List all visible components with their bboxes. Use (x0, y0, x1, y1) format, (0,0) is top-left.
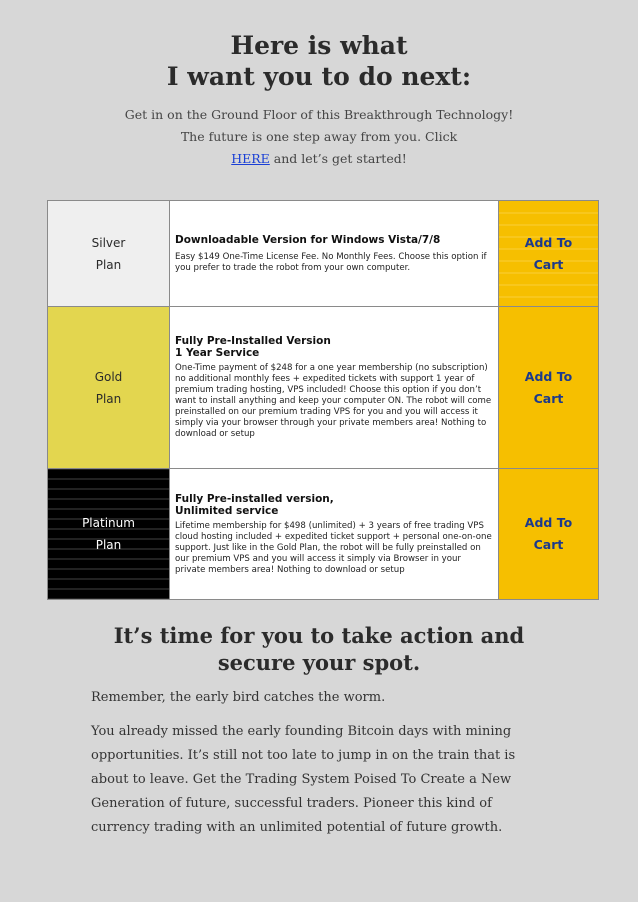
intro-line2: The future is one step away from you. Click (180, 129, 458, 144)
plan-text: Lifetime membership for $498 (unlimited) + 3 years of free trading VPS cloud hosting included + expedited ticket support + personal one-on-one support. Just like in the Gold Plan, the robot will be fully preinstalled on our premium VPS and you will access it simply via Browser in your private members area! Nothing to download or setup (175, 520, 492, 575)
plan-name-line2: Plan (95, 538, 122, 552)
cart-label-line1: Add To (524, 515, 573, 530)
plan-name-gold (48, 307, 170, 469)
action-body (91, 686, 531, 850)
add-to-cart-button-gold[interactable] (499, 307, 599, 469)
plan-description-gold (170, 307, 499, 469)
plan-row-gold (48, 307, 599, 469)
here-link[interactable]: HERE (231, 151, 270, 166)
cart-label-line1: Add To (524, 234, 573, 250)
plan-name-platinum (48, 469, 170, 600)
page-title-line1: Here is what (230, 31, 408, 60)
plan-description-silver (170, 201, 499, 307)
header (0, 30, 638, 170)
plan-text: Easy $149 One-Time License Fee. No Monthly Fees. Choose this option if you prefer to trade the robot from your own computer. (175, 251, 487, 273)
cart-label-line2: Cart (533, 390, 564, 406)
add-to-cart-button-silver[interactable] (499, 201, 599, 307)
action-heading-line1: It’s time for you to take action and (113, 623, 525, 648)
plan-name-silver (48, 201, 170, 307)
page-title-line2: I want you to do next: (166, 62, 472, 91)
paragraph-bitcoin: You already missed the early founding Bitcoin days with mining opportunities. It’s still not too late to jump in on the train that is about to leave. Get the Trading System Poised To Create a New Generation of future, successful traders. Pioneer this kind of currency trading with an unlimited potential of future growth. (91, 724, 516, 835)
action-heading (0, 622, 638, 676)
cart-label-line1: Add To (524, 368, 573, 384)
page-title (0, 30, 638, 92)
plans-table (47, 200, 599, 600)
plan-name-line1: Silver (91, 235, 126, 250)
plan-name-line1: Platinum (82, 516, 135, 530)
intro-text (0, 104, 638, 170)
intro-line1: Get in on the Ground Floor of this Breakthrough Technology! (124, 107, 514, 122)
intro-line3: and let’s get started! (269, 151, 407, 166)
plan-title: Fully Pre-installed version, Unlimited service (175, 492, 334, 517)
plan-row-silver (48, 201, 599, 307)
cart-label-line2: Cart (533, 537, 564, 552)
plan-description-platinum (170, 469, 499, 600)
plan-name-line1: Gold (94, 369, 123, 384)
plan-text: One-Time payment of $248 for a one year membership (no subscription) no additional monthly fees + expedited tickets with support 1 year of premium trading hosting, VPS included! Choose this option if you don’t want to install anything and keep your computer ON. The robot will come preinstalled on our premium trading VPS for you and you will access it simply via your browser through your private members area! Nothing to download or setup (175, 363, 492, 439)
plan-name-line2: Plan (95, 257, 122, 272)
plan-name-line2: Plan (95, 391, 122, 406)
paragraph-early-bird: Remember, the early bird catches the worm. (91, 690, 386, 705)
add-to-cart-button-platinum[interactable] (499, 469, 599, 600)
plan-title: Fully Pre-Installed Version 1 Year Service (175, 335, 331, 359)
cart-label-line2: Cart (533, 256, 564, 272)
plan-row-platinum (48, 469, 599, 600)
plan-title: Downloadable Version for Windows Vista/7/8 (175, 233, 441, 246)
action-heading-line2: secure your spot. (217, 650, 421, 675)
